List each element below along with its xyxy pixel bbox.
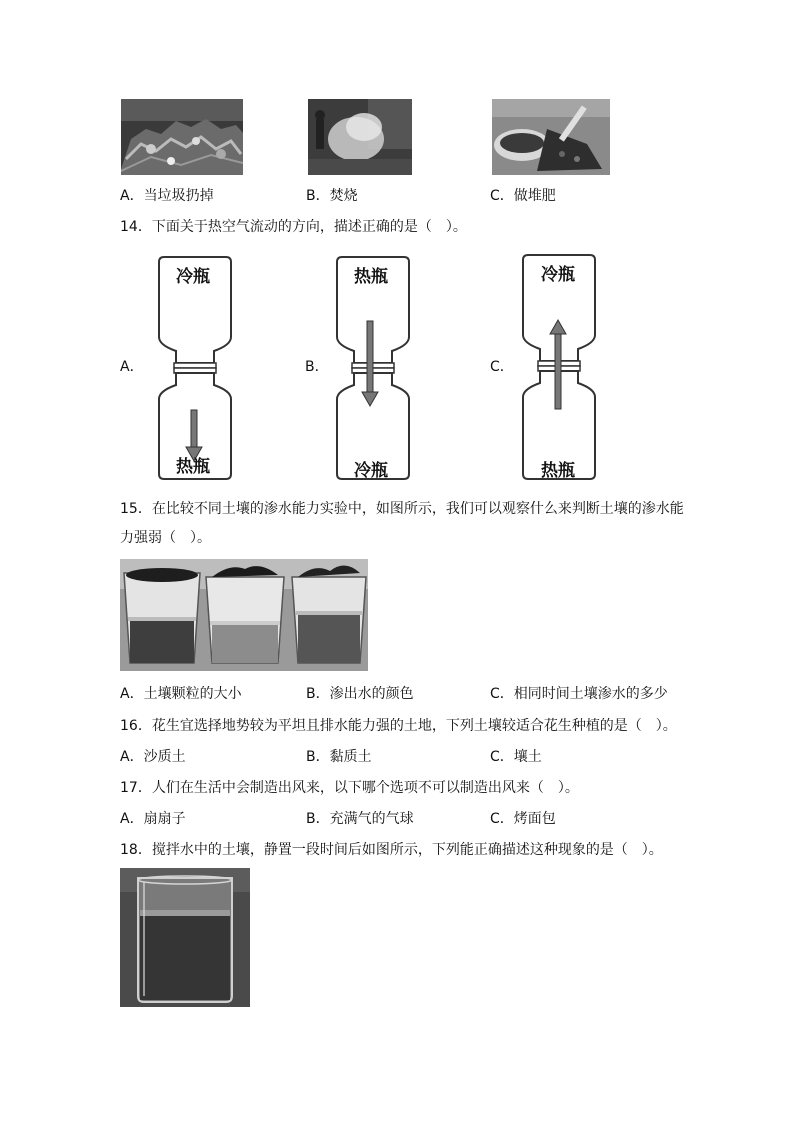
- q17-option-a[interactable]: [120, 809, 186, 829]
- burning-smoke-photo: [308, 99, 412, 175]
- q15-stem-line1: 15．在比较不同土壤的渗水能力实验中，如图所示，我们可以观察什么来判断土壤的渗水能: [120, 501, 684, 517]
- option-letter: C．: [490, 188, 514, 204]
- option-letter: A．: [120, 749, 144, 765]
- option-text: 扇扇子: [143, 811, 186, 827]
- q18-stem: 18．搅拌水中的土壤，静置一段时间后如图所示，下列能正确描述这种现象的是（ ）。: [120, 842, 663, 858]
- q16-option-c[interactable]: [490, 747, 542, 767]
- q14-bottle-diagram-a: [156, 255, 234, 481]
- bottle-top-label: 冷瓶: [541, 265, 575, 285]
- q17-option-b[interactable]: [306, 809, 414, 829]
- option-letter: B．: [306, 749, 330, 765]
- option-text: 土壤颗粒的大小: [143, 686, 242, 702]
- option-letter: C．: [490, 811, 514, 827]
- option-letter: A．: [120, 686, 144, 702]
- q15-option-b[interactable]: [306, 684, 414, 704]
- option-text: 黏质土: [329, 749, 372, 765]
- option-text: 沙质土: [143, 749, 186, 765]
- option-text: 壤土: [513, 749, 542, 765]
- q14-bottle-diagram-b: [334, 255, 412, 481]
- q15-stem-line2: 力强弱（ ）。: [120, 530, 211, 546]
- option-letter: B．: [306, 811, 330, 827]
- option-text: 相同时间土壤渗水的多少: [513, 686, 668, 702]
- option-text: 渗出水的颜色: [329, 686, 414, 702]
- option-text: 烤面包: [513, 811, 556, 827]
- option-text: 焚烧: [329, 188, 358, 204]
- q14-option-a-letter[interactable]: A．: [120, 359, 144, 375]
- q17-option-c[interactable]: [490, 809, 556, 829]
- option-letter: B．: [306, 188, 330, 204]
- soil-water-beaker-photo: [120, 868, 250, 1007]
- bottle-top-label: 冷瓶: [176, 267, 210, 287]
- garbage-pile-photo: [121, 99, 243, 175]
- q13-option-c[interactable]: [490, 186, 556, 206]
- q16-option-b[interactable]: [306, 747, 372, 767]
- option-text: 做堆肥: [513, 188, 556, 204]
- bottle-bottom-label: 冷瓶: [354, 461, 388, 481]
- bottle-top-label: 热瓶: [354, 267, 388, 287]
- q17-stem: 17．人们在生活中会制造出风来，以下哪个选项不可以制造出风来（ ）。: [120, 780, 579, 796]
- option-text: 当垃圾扔掉: [143, 188, 214, 204]
- q14-option-c-letter[interactable]: C．: [490, 359, 514, 375]
- soil-seepage-cups-photo: [120, 559, 368, 671]
- q16-option-a[interactable]: [120, 747, 186, 767]
- q14-bottle-diagram-c: [520, 253, 598, 481]
- q14-option-b-letter[interactable]: B．: [305, 359, 329, 375]
- q16-stem: 16．花生宜选择地势较为平坦且排水能力强的土地，下列土壤较适合花生种植的是（ ）。: [120, 718, 677, 734]
- option-letter: B．: [306, 686, 330, 702]
- option-letter: A．: [120, 811, 144, 827]
- bottle-bottom-label: 热瓶: [176, 457, 210, 477]
- q15-option-c[interactable]: [490, 684, 668, 704]
- q15-option-a[interactable]: [120, 684, 242, 704]
- compost-photo: [492, 99, 610, 175]
- q14-stem: 14．下面关于热空气流动的方向，描述正确的是（ ）。: [120, 219, 467, 235]
- option-letter: C．: [490, 749, 514, 765]
- q13-option-b[interactable]: [306, 186, 358, 206]
- bottle-bottom-label: 热瓶: [541, 461, 575, 481]
- q13-option-a[interactable]: [120, 186, 214, 206]
- option-text: 充满气的气球: [329, 811, 414, 827]
- option-letter: C．: [490, 686, 514, 702]
- option-letter: A．: [120, 188, 144, 204]
